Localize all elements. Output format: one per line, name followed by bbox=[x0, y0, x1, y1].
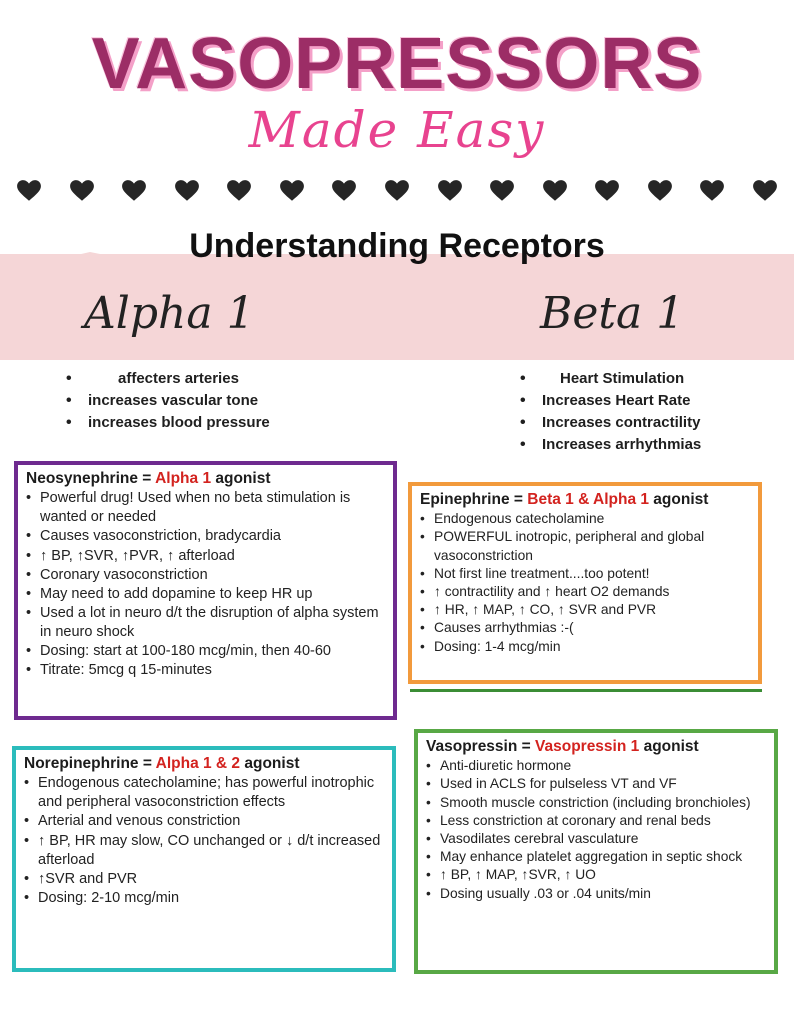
heart-icon bbox=[594, 178, 620, 204]
epinephrine-list bbox=[420, 510, 750, 656]
section-heading: Understanding Receptors bbox=[189, 227, 605, 265]
list-item: • Less constriction at coronary and renal beds bbox=[426, 812, 766, 830]
list-item: • ↑SVR and PVR bbox=[24, 870, 384, 889]
heart-icon bbox=[699, 178, 725, 204]
alpha-1-title: Alpha 1 bbox=[84, 288, 255, 339]
neosynephrine-card bbox=[14, 461, 397, 720]
list-item: • Smooth muscle constriction (including bronchioles) bbox=[426, 794, 766, 812]
drug-name: Norepinephrine bbox=[24, 755, 139, 772]
list-item: • Dosing: 2-10 mcg/min bbox=[24, 889, 384, 908]
receptor-name: Vasopressin 1 bbox=[535, 738, 640, 755]
list-item: • Heart Stimulation bbox=[542, 368, 782, 390]
list-item: • Causes vasoconstriction, bradycardia bbox=[26, 527, 385, 546]
heart-icon bbox=[384, 178, 410, 204]
list-item: • Powerful drug! Used when no beta stimulation is wanted or needed bbox=[26, 489, 385, 527]
list-item: • Dosing usually .03 or .04 units/min bbox=[426, 885, 766, 903]
vasopressin-list bbox=[426, 757, 766, 903]
heart-icon bbox=[647, 178, 673, 204]
agonist-label: agonist bbox=[639, 738, 699, 755]
heart-icon bbox=[437, 178, 463, 204]
list-item: • Vasodilates cerebral vasculature bbox=[426, 830, 766, 848]
list-item: • ↑ HR, ↑ MAP, ↑ CO, ↑ SVR and PVR bbox=[420, 601, 750, 619]
epinephrine-card bbox=[408, 482, 762, 684]
equals-sign: = bbox=[137, 470, 156, 487]
list-item: • Increases arrhythmias bbox=[542, 434, 782, 456]
card-heading bbox=[26, 469, 385, 489]
list-item: • increases vascular tone bbox=[88, 390, 348, 412]
card-heading bbox=[426, 737, 766, 757]
heart-icon bbox=[16, 178, 42, 204]
list-item: • May need to add dopamine to keep HR up bbox=[26, 585, 385, 604]
neosynephrine-list bbox=[26, 489, 385, 680]
list-item: • ↑ contractility and ↑ heart O2 demands bbox=[420, 583, 750, 601]
list-item: • POWERFUL inotropic, peripheral and global vasoconstriction bbox=[420, 528, 750, 564]
heart-icon bbox=[752, 178, 778, 204]
page-title: VASOPRESSORS bbox=[91, 24, 703, 104]
list-item: • Titrate: 5mcg q 15-minutes bbox=[26, 661, 385, 680]
list-item: • Used a lot in neuro d/t the disruption of alpha system in neuro shock bbox=[26, 604, 385, 642]
list-item: • Increases contractility bbox=[542, 412, 782, 434]
receptor-name: Alpha 1 bbox=[155, 470, 212, 487]
equals-sign: = bbox=[517, 738, 535, 755]
list-item: • affecters arteries bbox=[88, 368, 348, 390]
drug-name: Neosynephrine bbox=[26, 470, 138, 487]
heart-icon bbox=[331, 178, 357, 204]
card-heading bbox=[24, 754, 384, 774]
norepinephrine-card bbox=[12, 746, 396, 972]
list-item: • Dosing: 1-4 mcg/min bbox=[420, 638, 750, 656]
list-item: • Endogenous catecholamine bbox=[420, 510, 750, 528]
alpha-1-effects-list bbox=[88, 368, 348, 434]
agonist-label: agonist bbox=[240, 755, 300, 772]
receptor-name: Alpha 1 & 2 bbox=[155, 755, 241, 772]
list-item: • Anti-diuretic hormone bbox=[426, 757, 766, 775]
equals-sign: = bbox=[509, 491, 528, 508]
list-item: • Dosing: start at 100-180 mcg/min, then 40-60 bbox=[26, 642, 385, 661]
list-item: • May enhance platelet aggregation in septic shock bbox=[426, 848, 766, 866]
list-item: • Arterial and venous constriction bbox=[24, 812, 384, 831]
heart-icon bbox=[489, 178, 515, 204]
heart-icon bbox=[174, 178, 200, 204]
heart-icon bbox=[121, 178, 147, 204]
list-item: • ↑ BP, ↑ MAP, ↑SVR, ↑ UO bbox=[426, 866, 766, 884]
list-item: • Increases Heart Rate bbox=[542, 390, 782, 412]
heart-icon bbox=[542, 178, 568, 204]
heart-divider bbox=[16, 178, 792, 218]
card-heading bbox=[420, 490, 750, 510]
list-item: • Causes arrhythmias :-( bbox=[420, 619, 750, 637]
list-item: • Endogenous catecholamine; has powerful inotrophic and peripheral vasoconstriction effects bbox=[24, 774, 384, 812]
beta-1-title: Beta 1 bbox=[540, 288, 685, 339]
divider-line bbox=[410, 689, 762, 692]
drug-name: Vasopressin bbox=[426, 738, 518, 755]
list-item: • Coronary vasoconstriction bbox=[26, 566, 385, 585]
list-item: • Not first line treatment....too potent! bbox=[420, 565, 750, 583]
list-item: • increases blood pressure bbox=[88, 412, 348, 434]
list-item: • Used in ACLS for pulseless VT and VF bbox=[426, 775, 766, 793]
page-subtitle: Made Easy bbox=[248, 101, 546, 159]
heart-icon bbox=[226, 178, 252, 204]
list-item: • ↑ BP, ↑SVR, ↑PVR, ↑ afterload bbox=[26, 547, 385, 566]
beta-1-effects-list bbox=[542, 368, 782, 456]
heart-icon bbox=[279, 178, 305, 204]
drug-name: Epinephrine bbox=[420, 491, 510, 508]
receptor-name: Beta 1 & Alpha 1 bbox=[527, 491, 649, 508]
list-item: • ↑ BP, HR may slow, CO unchanged or ↓ d/t increased afterload bbox=[24, 832, 384, 870]
vasopressin-card bbox=[414, 729, 778, 974]
agonist-label: agonist bbox=[649, 491, 709, 508]
norepinephrine-list bbox=[24, 774, 384, 908]
heart-icon bbox=[69, 178, 95, 204]
equals-sign: = bbox=[138, 755, 156, 772]
agonist-label: agonist bbox=[211, 470, 271, 487]
